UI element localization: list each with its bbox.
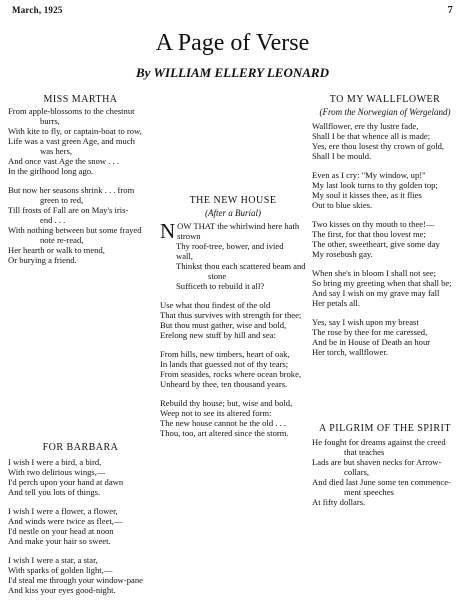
poem-line: He fought for dreams against the creed — [312, 437, 446, 447]
poem-line: My last look turns to thy golden top; — [312, 180, 438, 190]
poem-line: strown — [177, 231, 201, 241]
poem-line: Thinkst thou each scattered beam and — [176, 261, 306, 271]
stanza — [312, 170, 462, 210]
poem-title-wallflower: TO MY WALLFLOWER — [329, 94, 441, 105]
poem-line: I'd steal me through your window-pane — [8, 575, 143, 585]
poem-line: I'd perch upon your hand at dawn — [8, 477, 124, 487]
stanza — [312, 268, 462, 308]
poem-line: I wish I were a star, a star, — [8, 555, 98, 565]
poem-line: collars, — [344, 467, 370, 477]
poem-line: burrs, — [40, 116, 60, 126]
poem-line: From apple-blossoms to the chestnut — [8, 106, 135, 116]
poem-line: I wish I were a flower, a flower, — [8, 506, 118, 516]
page-number: 7 — [447, 5, 453, 16]
poem-line: Thou, too, art altered since the storm. — [160, 428, 289, 438]
poem-line: Lads are but shaven necks for Arrow- — [312, 457, 442, 467]
poem-line: Till frosts of Fall are on May's iris- — [8, 205, 129, 215]
poem-line: Two kisses on thy mouth to thee!— — [312, 219, 435, 229]
poem-line: Rebuild thy house; but, wise and bold, — [160, 398, 293, 408]
poem-line: Her torch, wallflower. — [312, 347, 388, 357]
stanza — [8, 106, 158, 176]
poem-line: And make your hair so sweet. — [8, 536, 111, 546]
poem-line: My rosebush gay. — [312, 249, 373, 259]
stanza — [8, 506, 158, 546]
poem-line: The other, sweetheart, give some day — [312, 239, 440, 249]
stanza — [160, 221, 315, 291]
poem-title-miss-martha: MISS MARTHA — [43, 94, 118, 105]
poem-pilgrim — [312, 437, 462, 516]
poem-line: Use what thou findest of the old — [160, 300, 271, 310]
poem-title-pilgrim: A PILGRIM OF THE SPIRIT — [319, 423, 451, 434]
stanza — [160, 398, 315, 438]
poem-line: Wallflower, ere thy lustre fade, — [312, 121, 419, 131]
page-title: A Page of Verse — [155, 30, 310, 56]
poem-line: And once vast Age the snow . . . — [8, 156, 119, 166]
poem-line: Shall I be mould. — [312, 151, 372, 161]
stanza — [160, 300, 315, 340]
author-byline: By WILLIAM ELLERY LEONARD — [136, 65, 329, 80]
poem-line: Even as I cry: "My window, up!" — [312, 170, 426, 180]
poem-line: note re-read, — [40, 235, 84, 245]
poem-line: ment speeches — [344, 487, 394, 497]
poem-wallflower — [312, 121, 462, 366]
poem-line: OW THAT the whirlwind here hath — [177, 221, 300, 231]
stanza — [8, 555, 158, 595]
issue-date: March, 1925 — [12, 5, 63, 15]
poem-line: In the girlhood long ago. — [8, 166, 94, 176]
poem-line: At fifty dollars. — [312, 497, 366, 507]
poem-line: Yes, say I wish upon my breast — [312, 317, 419, 327]
remaining-stanzas — [160, 300, 315, 438]
poem-for-barbara — [8, 457, 158, 604]
poem-line: Weep not to see its altered form: — [160, 408, 272, 418]
poem-line: Shall I be that whence all is made; — [312, 131, 431, 141]
poem-line: And kiss your eyes good-night. — [8, 585, 116, 595]
poem-line: In lands that guessed not of thy tears; — [160, 359, 289, 369]
poem-line: that teaches — [344, 447, 385, 457]
drop-cap: N — [160, 219, 176, 243]
first-stanza-rest — [176, 231, 315, 291]
poem-line: green to red, — [40, 195, 84, 205]
poem-line: And tell you lots of things. — [8, 487, 101, 497]
poem-line: From hills, new timbers, heart of oak, — [160, 349, 290, 359]
stanza — [8, 185, 158, 265]
poem-line: Her hearth or walk to mend, — [8, 245, 105, 255]
poem-line: Sufficeth to rebuild it all? — [176, 281, 265, 291]
stanza — [8, 457, 158, 497]
poem-line: Unheard by thee, ten thousand years. — [160, 379, 288, 389]
stanza — [312, 219, 462, 259]
poem-line: Her petals all. — [312, 298, 360, 308]
poem-line: And be in House of Death an hour — [312, 337, 431, 347]
poem-line: Or burying a friend. — [8, 255, 77, 265]
poem-subtitle-new-house: (After a Burial) — [205, 208, 261, 218]
poem-line: end . . . — [40, 215, 66, 225]
poem-line: With two delirious wings,— — [8, 467, 106, 477]
poem-line: With kite to fly, or captain-boat to row, — [8, 126, 142, 136]
poem-line: The new house cannot be the old . . . — [160, 418, 287, 428]
poem-line: And winds were twice as fleet,— — [8, 516, 123, 526]
poem-line: So bring my greeting when that shall be; — [312, 278, 452, 288]
poem-line: But now her seasons shrink . . . from — [8, 185, 135, 195]
poem-line: Yes, ere thou losest thy crown of gold, — [312, 141, 445, 151]
poem-line: The first, for that thou lovest me; — [312, 229, 426, 239]
poem-line: But thou must gather, wise and bold, — [160, 320, 287, 330]
poem-new-house — [160, 221, 315, 447]
poem-line: Out to blue skies. — [312, 200, 373, 210]
stanza — [160, 349, 315, 389]
stanza — [312, 317, 462, 357]
poem-miss-martha — [8, 106, 158, 274]
poem-line: I'd nestle on your head at noon — [8, 526, 114, 536]
poem-line: From seasides, rocks where ocean broke, — [160, 369, 302, 379]
poem-line: wall, — [176, 251, 193, 261]
poem-subtitle-wallflower: (From the Norwegian of Wergeland) — [319, 107, 451, 117]
poem-line: With sparks of golden light,— — [8, 565, 113, 575]
poem-line: Erelong new stuff by hill and sea: — [160, 330, 276, 340]
stanza — [312, 121, 462, 161]
poem-title-for-barbara: FOR BARBARA — [42, 442, 119, 453]
poem-line: And died last June some ten commence- — [312, 477, 451, 487]
poem-title-new-house: THE NEW HOUSE — [189, 195, 277, 206]
poem-line: And say I wish on my grave may fall — [312, 288, 440, 298]
poem-line: Thy roof-tree, bower, and ivied — [176, 241, 284, 251]
poem-line: I wish I were a bird, a bird, — [8, 457, 102, 467]
poem-line: That thus survives with strength for thee; — [160, 310, 302, 320]
poem-line: My soul it kisses thee, as it flies — [312, 190, 422, 200]
poem-line: When she's in bloom I shall not see; — [312, 268, 436, 278]
poem-line: was hers, — [40, 146, 72, 156]
poem-line: With nothing between but some frayed — [8, 225, 142, 235]
poem-line: The rose by thee for me caressed, — [312, 327, 428, 337]
stanza — [312, 437, 462, 507]
poem-line: stone — [208, 271, 227, 281]
poem-line: Life was a vast green Age, and much — [8, 136, 135, 146]
